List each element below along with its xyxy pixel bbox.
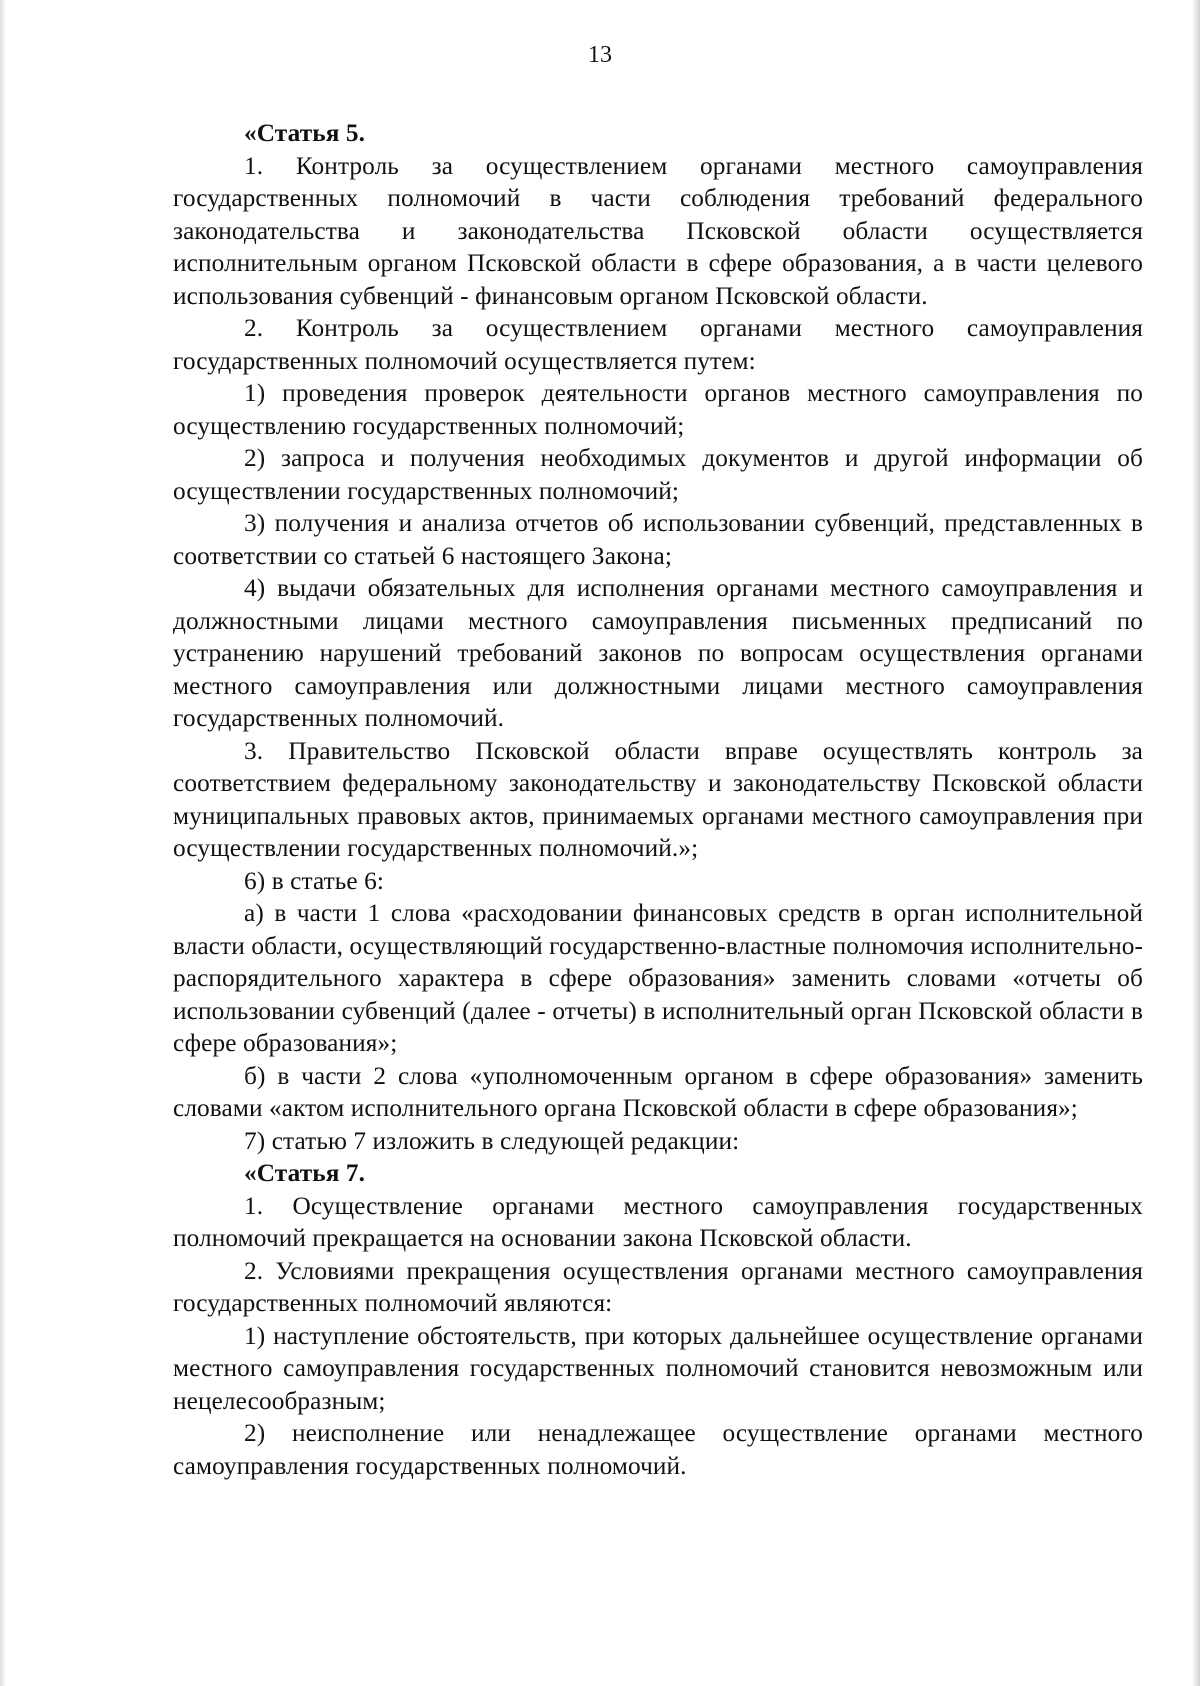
amendment-6-intro: 6) в статье 6: (244, 866, 385, 895)
article-7-heading: «Статья 7. (244, 1159, 366, 1187)
article-5-part-2-item-3: 3) получения и анализа отчетов об использовании субвенций, представленных в соответствии со статьей 6 настоящего Закона; (173, 509, 1143, 570)
article-5-part-2-item-1: 1) проведения проверок деятельности органов местного самоуправления по осуществлению государственных полномочий; (173, 379, 1143, 440)
amendment-6-b: б) в части 2 слова «уполномоченным органом в сфере образования» заменить словами «актом исполнительного органа Псковской области в сфере образования»; (173, 1061, 1143, 1122)
page-number: 13 (588, 42, 612, 68)
article-5-part-1: 1. Контроль за осуществлением органами местного самоуправления государственных полномочий в части соблюдения требований федерального законодательства и законодательства Псковской области осуществляется исполнительным органом Псковской области в сфере образования, а в части целевого использования субвенций - финансовым органом Псковской области. (173, 151, 1143, 310)
article-7-part-2-item-2: 2) неисполнение или ненадлежащее осуществление органами местного самоуправления государственных полномочий. (173, 1419, 1143, 1480)
article-7-part-2: 2. Условиями прекращения осуществления органами местного самоуправления государственных полномочий являются: (173, 1256, 1143, 1317)
amendment-6-a: а) в части 1 слова «расходовании финансовых средств в орган исполнительной власти области, осуществляющий государственно-властные полномочия исполнительно-распорядительного характера в сфере образования» заменить словами «отчеты об использовании субвенций (далее - отчеты) в исполнительный орган Псковской области в сфере образования»; (173, 899, 1143, 1057)
article-5-part-3: 3. Правительство Псковской области вправе осуществлять контроль за соответствием федеральному законодательству и законодательству Псковской области муниципальных правовых актов, принимаемых органами местного самоуправления при осуществлении государственных полномочий.»; (173, 736, 1143, 862)
article-7-part-2-item-1: 1) наступление обстоятельств, при которых дальнейшее осуществление органами местного самоуправления государственных полномочий становится невозможным или нецелесообразным; (173, 1321, 1143, 1415)
scan-edge-right (1192, 0, 1200, 1686)
article-7-part-1: 1. Осуществление органами местного самоуправления государственных полномочий прекращается на основании закона Псковской области. (173, 1191, 1143, 1252)
article-5-part-2-item-4: 4) выдачи обязательных для исполнения органами местного самоуправления и должностными лицами местного самоуправления письменных предписаний по устранению нарушений требований законов по вопросам осуществления органами местного самоуправления или должностными лицами местного самоуправления государственных полномочий. (173, 574, 1143, 732)
article-5-part-2-item-2: 2) запроса и получения необходимых документов и другой информации об осуществлении государственных полномочий; (173, 444, 1143, 505)
article-5-part-2: 2. Контроль за осуществлением органами местного самоуправления государственных полномочий осуществляется путем: (173, 314, 1143, 375)
article-5-heading: «Статья 5. (244, 119, 366, 147)
scan-edge-left (0, 0, 6, 1686)
document-body (173, 117, 1143, 1482)
amendment-7-intro: 7) статью 7 изложить в следующей редакции: (244, 1126, 740, 1155)
